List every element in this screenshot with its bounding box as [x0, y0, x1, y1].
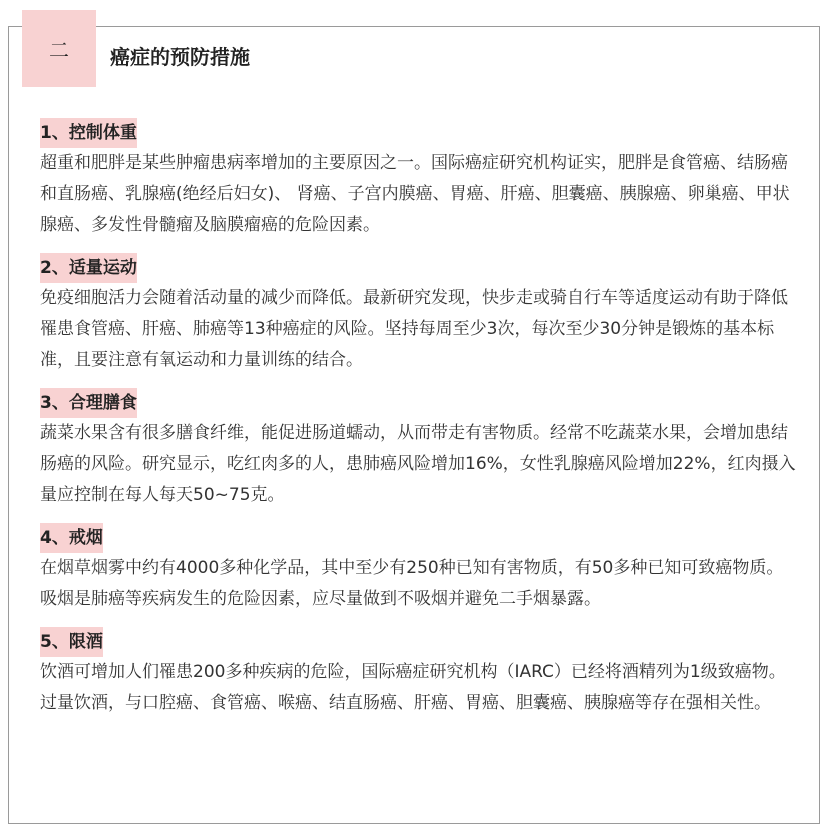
list-item — [40, 523, 800, 615]
item-heading: 2、适量运动 — [40, 253, 137, 283]
item-paragraph: 超重和肥胖是某些肿瘤患病率增加的主要原因之一。国际癌症研究机构证实，肥胖是食管癌、结肠癌和直肠癌、乳腺癌(绝经后妇女)、 肾癌、子宫内膜癌、胃癌、肝癌、胆囊癌、胰腺癌、卵巢癌、甲状腺癌、多发性骨髓瘤及脑膜瘤癌的危险因素。 — [40, 153, 790, 235]
section-number-badge — [22, 10, 96, 87]
section-title: 癌症的预防措施 — [110, 45, 250, 69]
item-heading: 1、控制体重 — [40, 118, 137, 148]
article-body — [40, 118, 800, 731]
list-item — [40, 253, 800, 376]
item-paragraph: 饮酒可增加人们罹患200多种疾病的危险，国际癌症研究机构（IARC）已经将酒精列为1级致癌物。过量饮酒，与口腔癌、食管癌、喉癌、结直肠癌、肝癌、胃癌、胆囊癌、胰腺癌等存在强相关性。 — [40, 662, 786, 713]
section-number: 二 — [49, 38, 69, 62]
list-item — [40, 627, 800, 719]
item-paragraph: 蔬菜水果含有很多膳食纤维，能促进肠道蠕动，从而带走有害物质。经常不吃蔬菜水果，会增加患结肠癌的风险。研究显示，吃红肉多的人，患肺癌风险增加16%，女性乳腺癌风险增加22%，红肉摄入量应控制在每人每天50~75克。 — [40, 423, 796, 505]
item-heading: 5、限酒 — [40, 627, 103, 657]
list-item — [40, 388, 800, 511]
item-paragraph: 免疫细胞活力会随着活动量的减少而降低。最新研究发现，快步走或骑自行车等适度运动有助于降低罹患食管癌、肝癌、肺癌等13种癌症的风险。坚持每周至少3次，每次至少30分钟是锻炼的基本标准，且要注意有氧运动和力量训练的结合。 — [40, 288, 788, 370]
item-heading: 3、合理膳食 — [40, 388, 137, 418]
list-item — [40, 118, 800, 241]
item-heading: 4、戒烟 — [40, 523, 103, 553]
item-paragraph: 在烟草烟雾中约有4000多种化学品，其中至少有250种已知有害物质，有50多种已知可致癌物质。吸烟是肺癌等疾病发生的危险因素，应尽量做到不吸烟并避免二手烟暴露。 — [40, 558, 784, 609]
